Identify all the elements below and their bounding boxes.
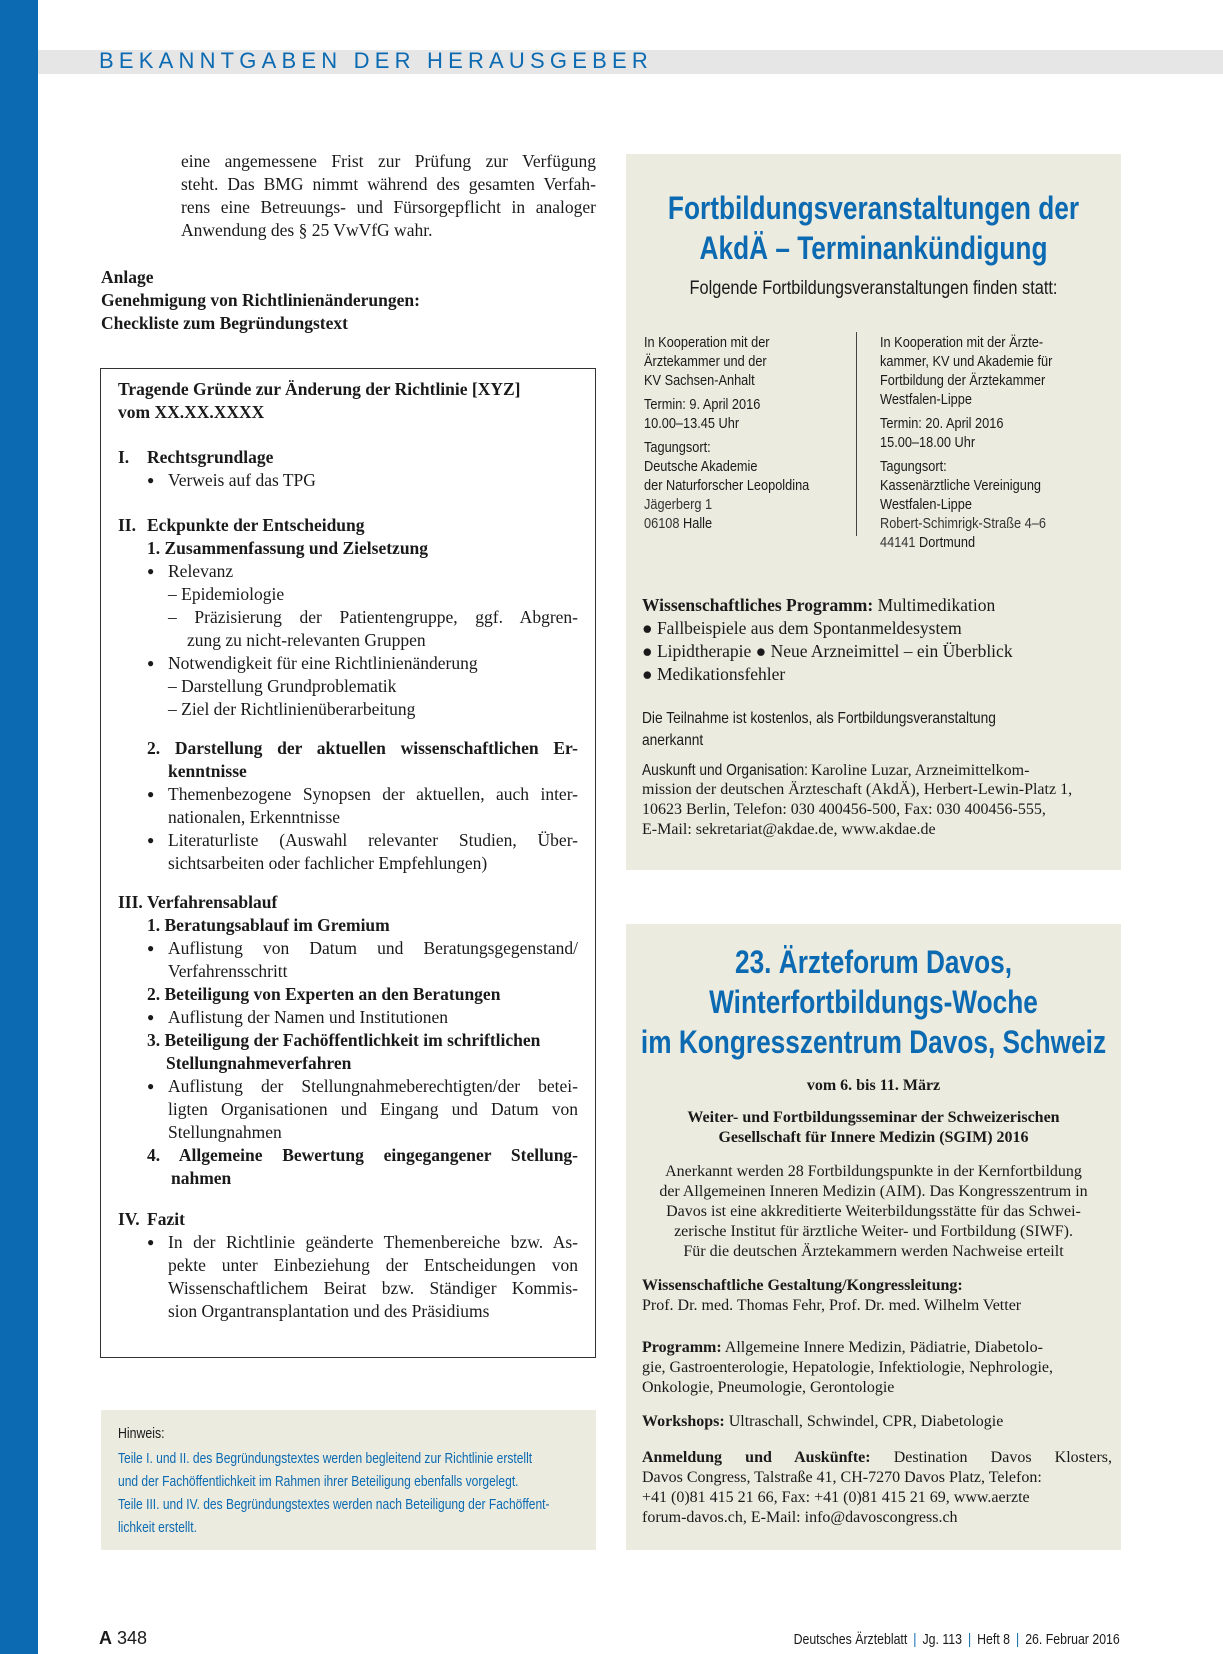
- registration-line: forum-davos.ch, E-Mail: info@davoscongress.ch: [642, 1509, 958, 1526]
- subsection-title: nahmen: [171, 1168, 232, 1188]
- coop-line: KV Sachsen-Anhalt: [644, 373, 755, 389]
- akdae-title: [566, 188, 1181, 268]
- coop-line: In Kooperation mit der: [644, 335, 770, 351]
- contact-line: E-Mail: sekretariat@akdae.de, www.akdae.de: [642, 821, 936, 838]
- subsection-title: 3. Beteiligung der Fachöffentlichkeit im schriftlichen: [147, 1030, 541, 1050]
- list-item-cont: sion Organtransplantation und des Präsidiums: [168, 1301, 490, 1321]
- sub-item: – Ziel der Richtlinienüberarbeitung: [168, 699, 416, 719]
- venue-line: Kassenärztliche Vereinigung: [880, 478, 1042, 494]
- subsection-title: 2. Darstellung der aktuellen wissenschaftlichen Er-: [147, 738, 578, 758]
- contact-line: Karoline Luzar, Arzneimittelkom-: [811, 762, 1030, 779]
- page-number: [99, 1628, 147, 1649]
- description-line: Anerkannt werden 28 Fortbildungspunkte in der Kernfortbildung: [665, 1163, 1082, 1180]
- venue-city-line: [880, 534, 1091, 553]
- section-number: IV.: [118, 1209, 140, 1229]
- venue-label: Tagungsort:: [644, 440, 711, 456]
- event-halle: [644, 334, 855, 534]
- list-item-cont: sichtsarbeiten oder fachlicher Empfehlungen): [168, 853, 488, 873]
- sub-item: – Präzisierung der Patientengruppe, ggf. Abgren-: [168, 607, 578, 627]
- venue-city-line: [644, 515, 855, 534]
- description-line: der Allgemeinen Inneren Medizin (AIM). Das Kongresszentrum in: [659, 1183, 1088, 1200]
- program-line: gie, Gastroenterologie, Hepatologie, Infektiologie, Nephrologie,: [642, 1359, 1053, 1376]
- description-line: Für die deutschen Ärztekammern werden Nachweise erteilt: [683, 1243, 1064, 1260]
- box-title: Tragende Gründe zur Änderung der Richtlinie [XYZ]: [118, 379, 521, 399]
- venue-line: der Naturforscher Leopoldina: [644, 478, 810, 494]
- left-accent-bar: [0, 0, 38, 1654]
- hint-line: Teile I. und II. des Begründungstextes werden begleitend zur Richtlinie erstellt: [118, 1451, 533, 1467]
- seminar-line: Gesellschaft für Innere Medizin (SGIM) 2016: [718, 1129, 1029, 1146]
- subsection-title: kenntnisse: [168, 761, 247, 781]
- registration-line: Davos Congress, Talstraße 41, CH-7270 Davos Platz, Telefon:: [642, 1469, 1042, 1486]
- hint-line: Teile III. und IV. des Begründungstextes werden nach Beteiligung der Fachöffent-: [118, 1497, 550, 1513]
- intro-paragraph: [181, 150, 596, 242]
- termin-line: 15.00–18.00 Uhr: [880, 435, 976, 451]
- anlage-title: Genehmigung von Richtlinienänderungen:: [101, 290, 420, 310]
- hint-line: und der Fachöffentlichkeit im Rahmen ihrer Beteiligung ebenfalls vorgelegt.: [118, 1474, 519, 1490]
- anlage-label: Anlage: [101, 267, 154, 287]
- venue-city: Halle: [683, 516, 713, 532]
- list-item: ● Auflistung der Namen und Institutionen: [168, 1006, 448, 1029]
- journal-info: Deutsches Ärzteblatt | Jg. 113 | Heft 8 | 26. Februar 2016: [793, 1632, 1120, 1648]
- list-item: ● Verweis auf das TPG: [168, 469, 316, 492]
- anlage-heading: [101, 266, 581, 335]
- venue-line: Westfalen-Lippe: [880, 497, 972, 513]
- page-number-value: 348: [117, 1628, 148, 1648]
- davos-registration: [642, 1448, 1112, 1528]
- subsection-title: 2. Beteiligung von Experten an den Beratungen: [147, 984, 501, 1004]
- akdae-contact: [642, 762, 1112, 840]
- list-item: ● Themenbezogene Synopsen der aktuellen, auch inter-: [168, 783, 578, 806]
- venue-street: Robert-Schimrigk-Straße 4–6: [880, 516, 1046, 532]
- hint-line: lichkeit erstellt.: [118, 1520, 197, 1536]
- coop-line: Westfalen-Lippe: [880, 392, 972, 408]
- box-title-date: vom XX.XX.XXXX: [118, 402, 265, 422]
- workshops-value: Ultraschall, Schwindel, CPR, Diabetologie: [728, 1413, 1004, 1430]
- davos-seminar: [626, 1108, 1121, 1148]
- akdae-title-line: Fortbildungsveranstaltungen der: [667, 190, 1080, 226]
- journal-issue: Heft 8: [977, 1632, 1011, 1648]
- program-item: Lipidtherapie: [656, 641, 752, 661]
- contact-line: mission der deutschen Ärzteschaft (AkdÄ), Herbert-Lewin-Platz 1,: [642, 781, 1073, 798]
- list-item-cont: Stellungnahmen: [168, 1122, 282, 1142]
- section-number: II.: [118, 515, 136, 535]
- davos-panel: [626, 924, 1121, 1550]
- akdae-title-line: AkdÄ – Terminankündigung: [699, 230, 1048, 266]
- program-label: Wissenschaftliches Programm:: [642, 595, 874, 615]
- section-title: Eckpunkte der Entscheidung: [147, 515, 365, 535]
- description-line: Davos ist eine akkreditierte Weiterbildungsstätte für das Schwei-: [666, 1203, 1081, 1220]
- journal-volume: Jg. 113: [922, 1632, 963, 1648]
- list-item: ● Auflistung von Datum und Beratungsgegenstand/: [168, 937, 578, 960]
- list-item: ● In der Richtlinie geänderte Themenbereiche bzw. As-: [168, 1231, 578, 1254]
- program-item: Medikationsfehler: [656, 664, 786, 684]
- lead-label: Wissenschaftliche Gestaltung/Kongressleitung:: [642, 1277, 963, 1294]
- intro-line: eine angemessene Frist zur Prüfung zur Verfügung: [181, 151, 596, 171]
- hint-box: [101, 1410, 596, 1550]
- list-item: ● Notwendigkeit für eine Richtlinienänderung: [168, 652, 478, 675]
- list-item-cont: Verfahrensschritt: [168, 961, 288, 981]
- venue-city: Dortmund: [919, 535, 976, 551]
- venue-line: Deutsche Akademie: [644, 459, 758, 475]
- sub-item: – Darstellung Grundproblematik: [168, 676, 397, 696]
- program-item: Neue Arzneimittel – ein Überblick: [770, 641, 1013, 661]
- section-title: Verfahrensablauf: [147, 892, 278, 912]
- davos-lead: [642, 1276, 1112, 1316]
- akdae-subtitle: Folgende Fortbildungsveranstaltungen finden statt:: [689, 278, 1058, 299]
- section-number: I.: [118, 447, 130, 467]
- davos-title: [566, 942, 1181, 1062]
- program-label: Programm:: [642, 1339, 722, 1356]
- coop-line: Ärztekammer und der: [644, 354, 767, 370]
- intro-line: steht. Das BMG nimmt während des gesamten Verfah-: [181, 174, 596, 194]
- contact-line: 10623 Berlin, Telefon: 030 400456-500, Fax: 030 400456-555,: [642, 801, 1046, 818]
- page-prefix: A: [99, 1628, 112, 1648]
- list-item: ● Relevanz: [168, 560, 233, 583]
- subsection-title: 1. Beratungsablauf im Gremium: [147, 915, 390, 935]
- subsection-title: Stellungnahmeverfahren: [166, 1053, 352, 1073]
- list-item: ● Auflistung der Stellungnahmeberechtigten/der betei-: [168, 1075, 578, 1098]
- program-line: Allgemeine Innere Medizin, Pädiatrie, Diabetolo-: [724, 1339, 1043, 1356]
- list-item: ● Literaturliste (Auswahl relevanter Studien, Über-: [168, 829, 578, 852]
- event-dortmund: [880, 334, 1091, 553]
- subsection-title: 1. Zusammenfassung und Zielsetzung: [147, 538, 429, 558]
- davos-title-line: Winterfortbildungs-Woche: [709, 984, 1038, 1020]
- journal-name: Deutsches Ärzteblatt: [793, 1632, 908, 1648]
- section-title: Rechtsgrundlage: [147, 447, 274, 467]
- hint-text: [118, 1448, 558, 1540]
- akdae-program: Wissenschaftliches Programm: Multimedikation ● Fallbeispiele aus dem Spontanmeldesystem ● Lipidtherapie ● Neue Arzneimittel – ein Überblick ● Medikationsfehler: [642, 595, 1013, 684]
- termin-line: Termin: 20. April 2016: [880, 416, 1004, 432]
- venue-zip: 06108: [644, 516, 680, 532]
- coop-line: Fortbildung der Ärztekammer: [880, 373, 1046, 389]
- description-line: zerische Institut für ärztliche Weiter- und Fortbildung (SIWF).: [674, 1223, 1073, 1240]
- free-note-line: Die Teilnahme ist kostenlos, als Fortbildungsveranstaltung: [642, 710, 996, 727]
- akdae-panel: [626, 154, 1121, 870]
- coop-line: In Kooperation mit der Ärzte-: [880, 335, 1044, 351]
- sub-item: zung zu nicht-relevanten Gruppen: [187, 630, 426, 650]
- list-item-cont: ligten Organisationen und Eingang und Datum von: [168, 1099, 578, 1119]
- hint-label: Hinweis:: [118, 1426, 165, 1442]
- intro-line: Anwendung des § 25 VwVfG wahr.: [181, 220, 433, 240]
- free-note-line: anerkannt: [642, 732, 704, 749]
- program-topic: Multimedikation: [877, 595, 996, 615]
- davos-program: [642, 1338, 1112, 1398]
- journal-date: 26. Februar 2016: [1025, 1632, 1120, 1648]
- section-number: III.: [118, 892, 143, 912]
- davos-title-line: im Kongresszentrum Davos, Schweiz: [640, 1024, 1107, 1060]
- section-title: BEKANNTGABEN DER HERAUSGEBER: [99, 48, 653, 73]
- termin-line: 10.00–13.45 Uhr: [644, 416, 740, 432]
- registration-label: Anmeldung und Auskünfte:: [642, 1449, 871, 1466]
- program-line: Onkologie, Pneumologie, Gerontologie: [642, 1379, 895, 1396]
- davos-title-line: 23. Ärzteforum Davos,: [734, 944, 1013, 980]
- list-item-cont: pekte unter Einbeziehung der Entscheidungen von: [168, 1255, 578, 1275]
- davos-dates: vom 6. bis 11. März: [806, 1077, 941, 1094]
- workshops-label: Workshops:: [642, 1413, 725, 1430]
- registration-line: +41 (0)81 415 21 66, Fax: +41 (0)81 415 21 69, www.aerzte: [642, 1489, 1030, 1506]
- sub-item: – Epidemiologie: [168, 584, 285, 604]
- venue-label: Tagungsort:: [880, 459, 947, 475]
- registration-line: Destination Davos Klosters,: [893, 1449, 1113, 1466]
- contact-label: Auskunft und Organisation:: [642, 762, 808, 779]
- subsection-title: 4. Allgemeine Bewertung eingegangener Stellung-: [147, 1145, 578, 1165]
- davos-workshops: [642, 1412, 1112, 1432]
- anlage-subtitle: Checkliste zum Begründungstext: [101, 313, 348, 333]
- seminar-line: Weiter- und Fortbildungsseminar der Schweizerischen: [687, 1109, 1060, 1126]
- venue-zip: 44141: [880, 535, 916, 551]
- intro-line: rens eine Betreuungs- und Fürsorgepflicht in analoger: [181, 197, 596, 217]
- davos-description: [626, 1162, 1121, 1262]
- free-note: [642, 708, 1089, 752]
- lead-value: Prof. Dr. med. Thomas Fehr, Prof. Dr. med. Wilhelm Vetter: [642, 1297, 1022, 1314]
- coop-line: kammer, KV und Akademie für: [880, 354, 1053, 370]
- program-item: Fallbeispiele aus dem Spontanmeldesystem: [656, 618, 962, 638]
- list-item-cont: Wissenschaftlichem Beirat bzw. Ständiger Kommis-: [168, 1278, 578, 1298]
- venue-street: Jägerberg 1: [644, 497, 713, 513]
- termin-line: Termin: 9. April 2016: [644, 397, 761, 413]
- column-divider: [856, 332, 857, 536]
- section-title: Fazit: [147, 1209, 185, 1229]
- list-item-cont: nationalen, Erkenntnisse: [168, 807, 341, 827]
